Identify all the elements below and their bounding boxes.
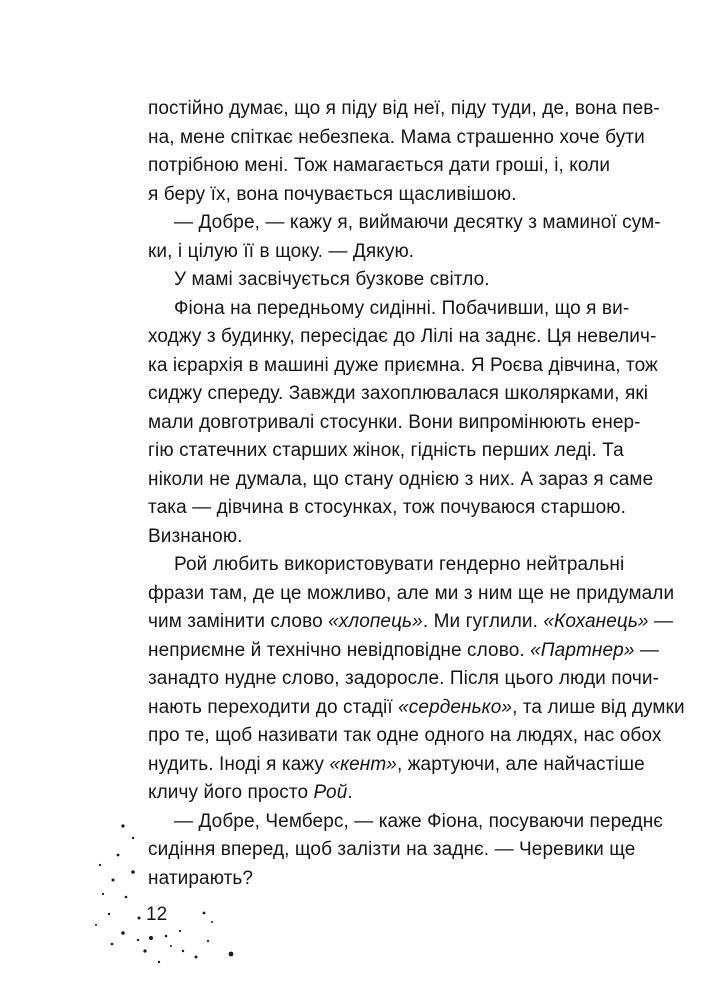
text-line: на, мене спіткає небезпека. Мама страшенно хоче бути [148, 126, 645, 148]
text-line: гію статечних старших жінок, гідність перших леді. Та [148, 440, 624, 461]
italic-word: Рой [313, 782, 348, 803]
text-span: , та лише від думки [512, 696, 685, 718]
text-line: я беру їх, вона почувається щасливішою. [148, 183, 517, 205]
text-span: , жартуючи, але найчастіше [396, 753, 645, 775]
page-number: 12 [146, 904, 168, 925]
text-line: про те, щоб називати так одне одного на людях, нас обох [148, 725, 662, 746]
text-line: сидіння вперед, щоб залізти на заднє. — Черевики ще [148, 839, 636, 860]
text-span: неприємне й технічно невідповідне слово. [148, 639, 531, 661]
text-line: така — дівчина в стосунках, тож почуваюся старшою. [148, 497, 626, 518]
italic-word: «серденько» [398, 696, 513, 718]
text-line: постійно думає, що я піду від неї, піду туди, де, вона пев- [148, 98, 660, 119]
text-line: потрібною мені. Тож намагається дати гроші, і, коли [148, 155, 611, 176]
text-line: натирають? [148, 867, 254, 889]
text-span: . [347, 782, 353, 803]
italic-word: «хлопець» [328, 611, 423, 632]
text-line: ка ієрархія в машині дуже приємна. Я Роєва дівчина, тож [148, 354, 658, 376]
text-line: — Добре, Чемберс, — каже Фіона, посуваючи переднє [174, 810, 664, 832]
text-span: чим замінити слово [148, 611, 329, 632]
italic-word: «Партнер» [530, 639, 635, 661]
text-line: ніколи не думала, що стану однією з них. А зараз я саме [148, 468, 654, 490]
text-span: кличу його просто [148, 782, 314, 803]
italic-word: «Коханець» [543, 611, 649, 632]
text-span: — [634, 639, 659, 661]
text-span: нудить. Іноді я кажу [148, 753, 330, 775]
text-line: ходжу з будинку, пересідає до Лілі на заднє. Ця невелич- [148, 326, 657, 347]
text-line: Визнаною. [148, 525, 243, 547]
text-line: У мамі засвічується бузкове світло. [174, 269, 490, 290]
text-line: — Добре, — кажу я, виймаючи десятку з маминої сум- [174, 212, 661, 233]
text-line: ки, і цілую її в щоку. — Дякую. [148, 240, 415, 262]
text-line: сиджу спереду. Завжди захоплювалася школярками, які [148, 383, 649, 404]
text-line: мали довготривалі стосунки. Вони випромінюють енер- [148, 411, 641, 433]
text-line: фрази там, де це можливо, але ми з ним ще не придумали [148, 582, 675, 604]
text-line: Рой любить використовувати гендерно нейтральні [174, 554, 625, 575]
text-span: нають переходити до стадії [148, 696, 399, 718]
text-line: Фіона на передньому сидінні. Побачивши, що я ви- [174, 297, 630, 319]
text-span: . Ми гуглили. [422, 611, 544, 632]
text-line: занадто нудне слово, задоросле. Після цього люди почи- [148, 668, 660, 689]
italic-word: «кент» [329, 753, 397, 775]
text-span: — [648, 611, 674, 632]
